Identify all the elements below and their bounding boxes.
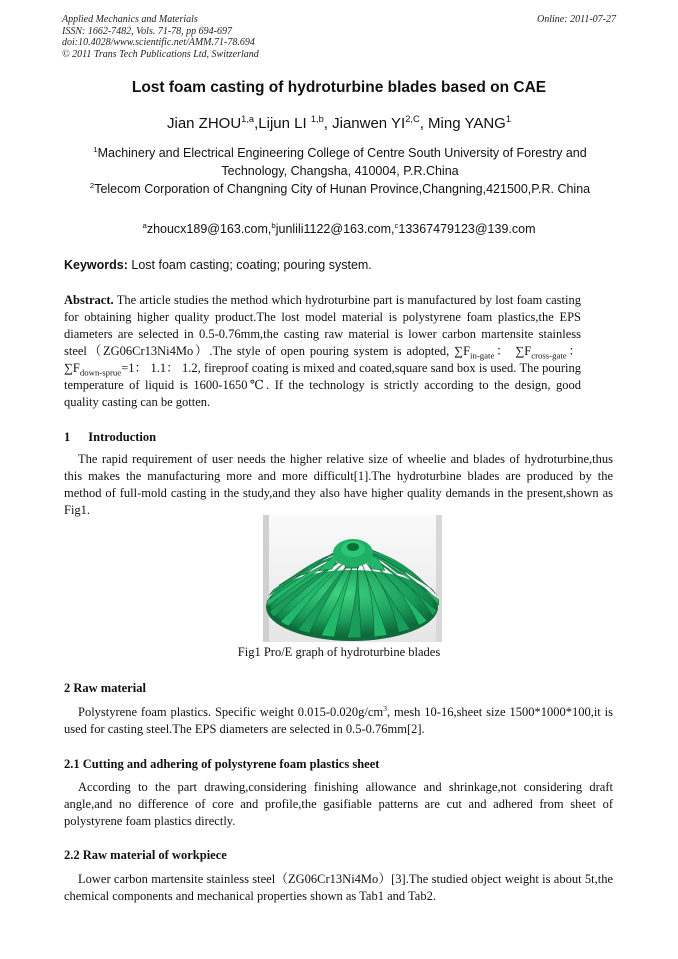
keywords-text: Lost foam casting; coating; pouring system.: [127, 258, 372, 272]
hydroturbine-blades-image: [263, 515, 442, 642]
email-mark: b: [271, 220, 276, 230]
email-mark: c: [394, 220, 399, 230]
paper-title: Lost foam casting of hydroturbine blades based on CAE: [131, 79, 547, 96]
copyright-line: © 2011 Trans Tech Publications Ltd, Switzerland: [62, 48, 259, 60]
email-mark: a: [142, 220, 147, 230]
doi-line[interactable]: doi:10.4028/www.scientific.net/AMM.71-78.694: [62, 37, 255, 48]
abstract: [64, 292, 581, 411]
superscript: 3: [383, 703, 387, 713]
author-affiliation-mark: 1: [505, 114, 512, 124]
introduction-paragraph: The rapid requirement of user needs the higher relative size of wheelie and blades of hydroturbine,thus this makes the manufacturing more and more difficult[1].The hydroturbine blades are produced by the method of full-mold casting in the study,and they also have higher quality demands in the present,shown as Fig1.: [64, 452, 613, 517]
section-number: 1: [64, 430, 71, 444]
author-separator: ,: [419, 115, 429, 132]
author-list: [0, 115, 678, 132]
paragraph-text: Polystyrene foam plastics. Specific weight 0.015-0.020g/cm: [78, 705, 384, 719]
section-heading-cutting: 2.1 Cutting and adhering of polystyrene foam plastics sheet: [64, 757, 380, 771]
hydroturbine-figure: [263, 515, 442, 642]
abstract-text: =1： 1.1： 1.2, fireproof coating is mixed and coated,square sand box is used. The pouring temperature of liquid is 1600-1650℃. If the technology is strictly according to the design, good quality casting can be gotten.: [64, 361, 581, 409]
author-separator: ,: [323, 115, 333, 132]
author-separator: ,: [254, 115, 259, 132]
abstract-subscript: down-sprue: [79, 367, 122, 378]
email-address[interactable]: zhoucx189@163.com,: [146, 222, 272, 236]
keywords: [64, 258, 372, 272]
author-name: Jianwen YI: [332, 115, 406, 132]
online-date: Online: 2011-07-27: [537, 14, 616, 25]
raw-material-paragraph: [64, 704, 613, 738]
journal-name: Applied Mechanics and Materials: [62, 14, 198, 25]
affiliation-1: [80, 144, 600, 180]
abstract-label: Abstract.: [64, 293, 114, 307]
cutting-paragraph: According to the part drawing,considering finishing allowance and shrinkage,not considering draft angle,and no difference of core and profile,the gasifiable patterns are cut and adhered from sheet of polystyrene foam plastics directly.: [64, 780, 613, 828]
section-title: Introduction: [88, 430, 157, 444]
issn-line: ISSN: 1662-7482, Vols. 71-78, pp 694-697: [62, 25, 232, 37]
journal-header: [62, 14, 259, 60]
email-address[interactable]: junlili1122@163.com,: [275, 222, 395, 236]
abstract-text: ： ∑F: [494, 344, 532, 358]
author-affiliation-mark: 1,b: [310, 114, 324, 124]
section-heading-raw-material: 2 Raw material: [64, 681, 146, 695]
affiliation-2: [80, 180, 600, 198]
email-address[interactable]: 13367479123@139.com: [398, 222, 536, 236]
abstract-subscript: cross-gate: [531, 350, 567, 361]
figure-caption: Fig1 Pro/E graph of hydroturbine blades: [237, 645, 441, 659]
paragraph-text: , mesh 10-16,sheet size 1500*1000*100,it is used for casting steel.The EPS diameters are selected in 0.5-0.76mm[2].: [64, 705, 613, 736]
author-affiliation-mark: 1,a: [241, 114, 255, 124]
email-list: [0, 222, 678, 236]
workpiece-paragraph: Lower carbon martensite stainless steel（ZG06Cr13Ni4Mo）[3].The studied object weight is about 5t,the chemical components and mechanical properties shown as Tab1 and Tab2.: [64, 872, 613, 903]
author-name: Jian ZHOU: [166, 115, 242, 132]
author-affiliation-mark: 2,C: [405, 114, 420, 124]
affiliation-mark: 2: [89, 180, 95, 190]
affiliation-text: Telecom Corporation of Changning City of Hunan Province,Changning,421500,P.R. China: [94, 182, 591, 196]
abstract-text: The article studies the method which hydroturbine part is manufactured by lost foam casting for obtaining higher quality product.The lost model material is polystyrene foam plastics,the EPS diameters are selected in 0.5-0.76mm,the casting raw material is lower carbon martensite stainless steel（ZG06Cr13Ni4Mo）.The style of open pouring system is adopted, ∑F: [64, 293, 581, 358]
section-heading-introduction: [64, 430, 156, 445]
abstract-text: ： ∑F: [64, 344, 581, 375]
abstract-subscript: in-gate: [470, 350, 495, 361]
affiliation-text: Machinery and Electrical Engineering College of Centre South University of Forestry and Technology, Changsha, 410004, P.R.China: [97, 146, 587, 178]
keywords-label: Keywords:: [64, 258, 128, 272]
author-name: Lijun LI: [258, 115, 311, 132]
author-name: Ming YANG: [428, 115, 506, 132]
affiliation-mark: 1: [93, 144, 98, 154]
section-heading-workpiece: 2.2 Raw material of workpiece: [64, 848, 227, 862]
